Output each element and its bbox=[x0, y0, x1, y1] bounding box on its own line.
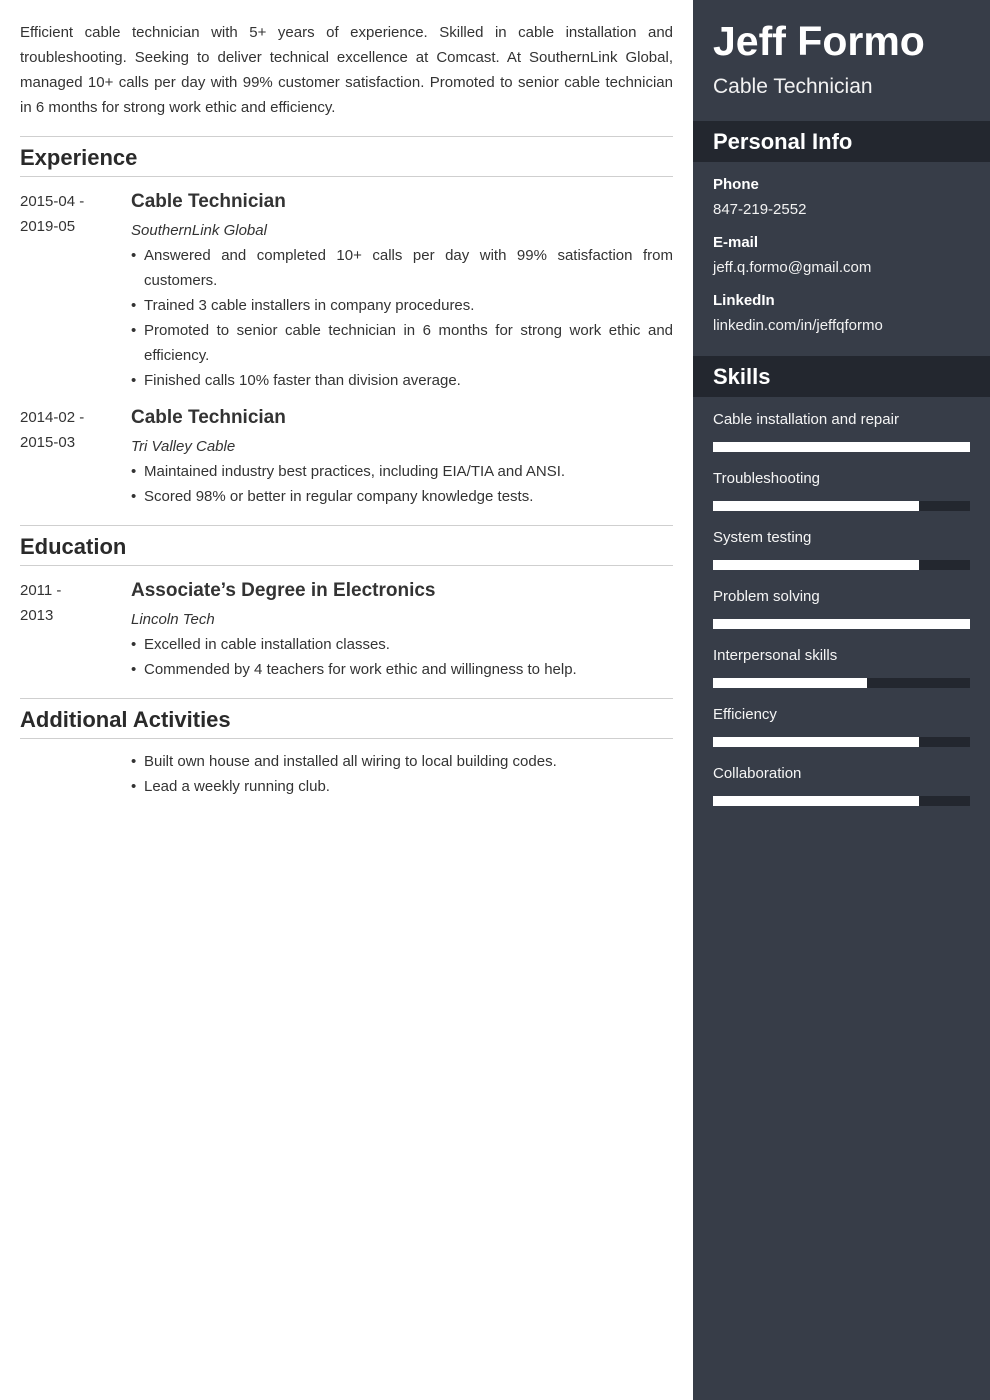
info-label-email: E-mail bbox=[713, 234, 759, 251]
entry-body bbox=[131, 405, 673, 509]
skill-level-fill bbox=[713, 678, 867, 688]
entry-organization: SouthernLink Global bbox=[131, 222, 267, 239]
skill-level-bar bbox=[713, 501, 970, 511]
experience-section bbox=[20, 136, 673, 509]
skill-item bbox=[713, 761, 970, 806]
skill-level-bar bbox=[713, 560, 970, 570]
skill-name: Collaboration bbox=[713, 765, 802, 782]
entry-dates: 2015-04 - 2019-05 bbox=[20, 193, 85, 235]
entry-organization: Lincoln Tech bbox=[131, 611, 215, 628]
info-label-linkedin: LinkedIn bbox=[713, 292, 775, 309]
skill-item bbox=[713, 702, 970, 747]
person-name: Jeff Formo bbox=[713, 18, 925, 64]
skill-name: Problem solving bbox=[713, 588, 820, 605]
entry-title: Cable Technician bbox=[131, 407, 286, 428]
skill-level-bar bbox=[713, 442, 970, 452]
skill-item bbox=[713, 525, 970, 570]
activities-section bbox=[20, 698, 673, 799]
skill-level-fill bbox=[713, 619, 970, 629]
skill-name: Interpersonal skills bbox=[713, 647, 838, 664]
bullet-item: • Lead a weekly running club. bbox=[131, 774, 673, 799]
entry-organization: Tri Valley Cable bbox=[131, 438, 236, 455]
skill-level-fill bbox=[713, 442, 970, 452]
bullet-item: • Promoted to senior cable technician in 6 months for strong work ethic and efficiency. bbox=[131, 318, 673, 368]
experience-entry bbox=[20, 405, 673, 509]
skill-level-bar bbox=[713, 678, 970, 688]
experience-heading: Experience bbox=[20, 136, 673, 177]
entry-title: Cable Technician bbox=[131, 191, 286, 212]
entry-bullets bbox=[131, 243, 673, 393]
skill-item bbox=[713, 643, 970, 688]
activities-heading: Additional Activities bbox=[20, 698, 673, 739]
bullet-item: • Answered and completed 10+ calls per day with 99% satisfaction from customers. bbox=[131, 243, 673, 293]
info-value-linkedin: linkedin.com/in/jeffqformo bbox=[713, 317, 883, 334]
sidebar bbox=[693, 0, 990, 1400]
skill-level-bar bbox=[713, 737, 970, 747]
entry-body bbox=[131, 189, 673, 393]
experience-entries bbox=[20, 189, 673, 509]
summary: Efficient cable technician with 5+ years of experience. Skilled in cable installation and troubleshooting. Seeking to deliver technical excellence at Comcast. At SouthernLink Global, managed 10+ calls per day with 99% customer satisfaction. Promoted to senior cable technician in 6 months for strong work ethic and efficiency. bbox=[20, 24, 673, 116]
bullet-item: • Scored 98% or better in regular company knowledge tests. bbox=[131, 484, 673, 509]
info-label-phone: Phone bbox=[713, 176, 759, 193]
education-section bbox=[20, 525, 673, 682]
entry-bullets bbox=[131, 459, 673, 509]
entry-bullets bbox=[131, 632, 673, 682]
bullet-item: • Finished calls 10% faster than division average. bbox=[131, 368, 673, 393]
skill-name: Efficiency bbox=[713, 706, 777, 723]
bullet-item: • Commended by 4 teachers for work ethic and willingness to help. bbox=[131, 657, 673, 682]
skill-name: Troubleshooting bbox=[713, 470, 821, 487]
bullet-item: • Excelled in cable installation classes. bbox=[131, 632, 673, 657]
bullet-item: • Built own house and installed all wiring to local building codes. bbox=[131, 749, 673, 774]
bullet-item: • Trained 3 cable installers in company procedures. bbox=[131, 293, 673, 318]
skill-level-bar bbox=[713, 619, 970, 629]
skill-level-fill bbox=[713, 560, 919, 570]
personal-info-list bbox=[693, 162, 990, 346]
info-value-email: jeff.q.formo@gmail.com bbox=[713, 259, 872, 276]
education-entry bbox=[20, 578, 673, 682]
bullet-item: • Maintained industry best practices, including EIA/TIA and ANSI. bbox=[131, 459, 673, 484]
education-entries bbox=[20, 578, 673, 682]
entry-dates: 2014-02 - 2015-03 bbox=[20, 409, 85, 451]
skill-item bbox=[713, 584, 970, 629]
info-value-phone: 847-219-2552 bbox=[713, 201, 807, 218]
skills-list bbox=[693, 397, 990, 806]
skill-level-fill bbox=[713, 796, 919, 806]
skill-item bbox=[713, 466, 970, 511]
personal-info-heading: Personal Info bbox=[693, 121, 990, 162]
skill-level-bar bbox=[713, 796, 970, 806]
skills-heading: Skills bbox=[693, 356, 990, 397]
skill-level-fill bbox=[713, 501, 919, 511]
experience-entry bbox=[20, 189, 673, 393]
entry-body bbox=[131, 578, 673, 682]
education-heading: Education bbox=[20, 525, 673, 566]
skill-item bbox=[713, 407, 970, 452]
entry-dates: 2011 - 2013 bbox=[20, 582, 62, 624]
person-role: Cable Technician bbox=[713, 75, 873, 98]
skill-level-fill bbox=[713, 737, 919, 747]
skill-name: Cable installation and repair bbox=[713, 411, 899, 428]
activities-list bbox=[20, 749, 673, 799]
entry-title: Associate’s Degree in Electronics bbox=[131, 580, 436, 601]
skill-name: System testing bbox=[713, 529, 812, 546]
